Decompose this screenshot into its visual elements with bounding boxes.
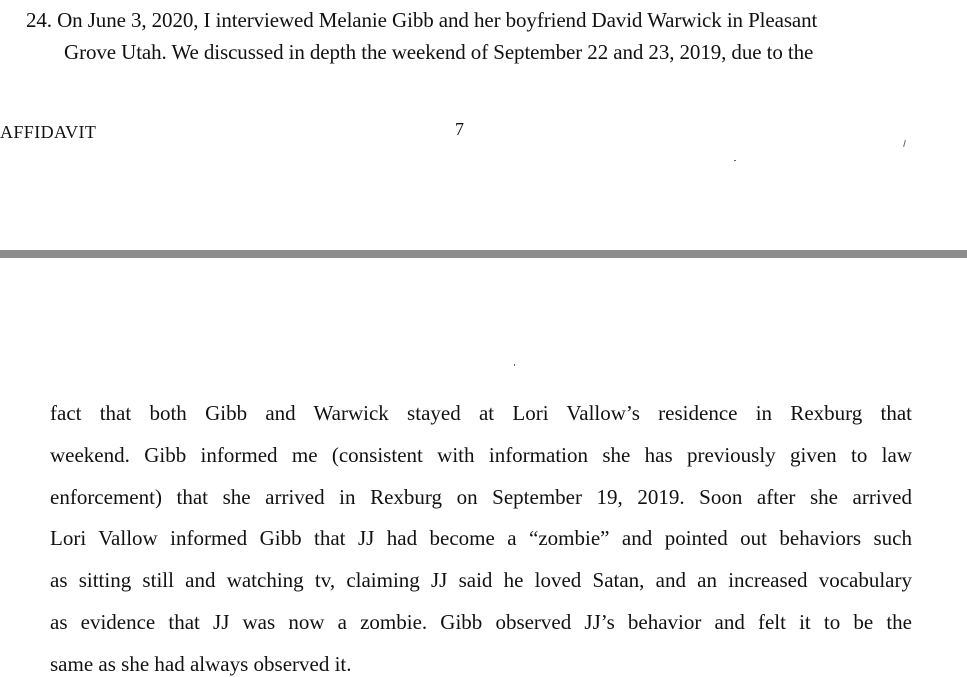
scan-speck (514, 364, 515, 366)
paragraph-line: enforcement) that she arrived in Rexburg on September 19, 2019. Soon after she arrived (50, 485, 912, 509)
scan-speck (734, 160, 736, 161)
scan-speck (903, 140, 906, 147)
document-page-7 (0, 0, 967, 250)
footer-page-number: 7 (455, 119, 464, 139)
paragraph-line: same as she had always observed it. (50, 652, 352, 676)
paragraph-line: as sitting still and watching tv, claiming JJ said he loved Satan, and an increased vocabulary (50, 568, 912, 592)
paragraph-24-line-2: Grove Utah. We discussed in depth the weekend of September 22 and 23, 2019, due to the (64, 40, 814, 64)
paragraph-24-line-1: 24. On June 3, 2020, I interviewed Melanie Gibb and her boyfriend David Warwick in Pleasant (26, 8, 818, 32)
paragraph-line: fact that both Gibb and Warwick stayed at Lori Vallow’s residence in Rexburg that (50, 401, 912, 425)
page-divider (0, 250, 967, 258)
paragraph-line: as evidence that JJ was now a zombie. Gibb observed JJ’s behavior and felt it to be the (50, 610, 912, 634)
document-page-8 (0, 258, 967, 677)
paragraph-line: weekend. Gibb informed me (consistent with information she has previously given to law (50, 443, 912, 467)
paragraph-line: Lori Vallow informed Gibb that JJ had become a “zombie” and pointed out behaviors such (50, 526, 912, 550)
footer-affidavit-label: AFFIDAVIT (0, 122, 97, 142)
